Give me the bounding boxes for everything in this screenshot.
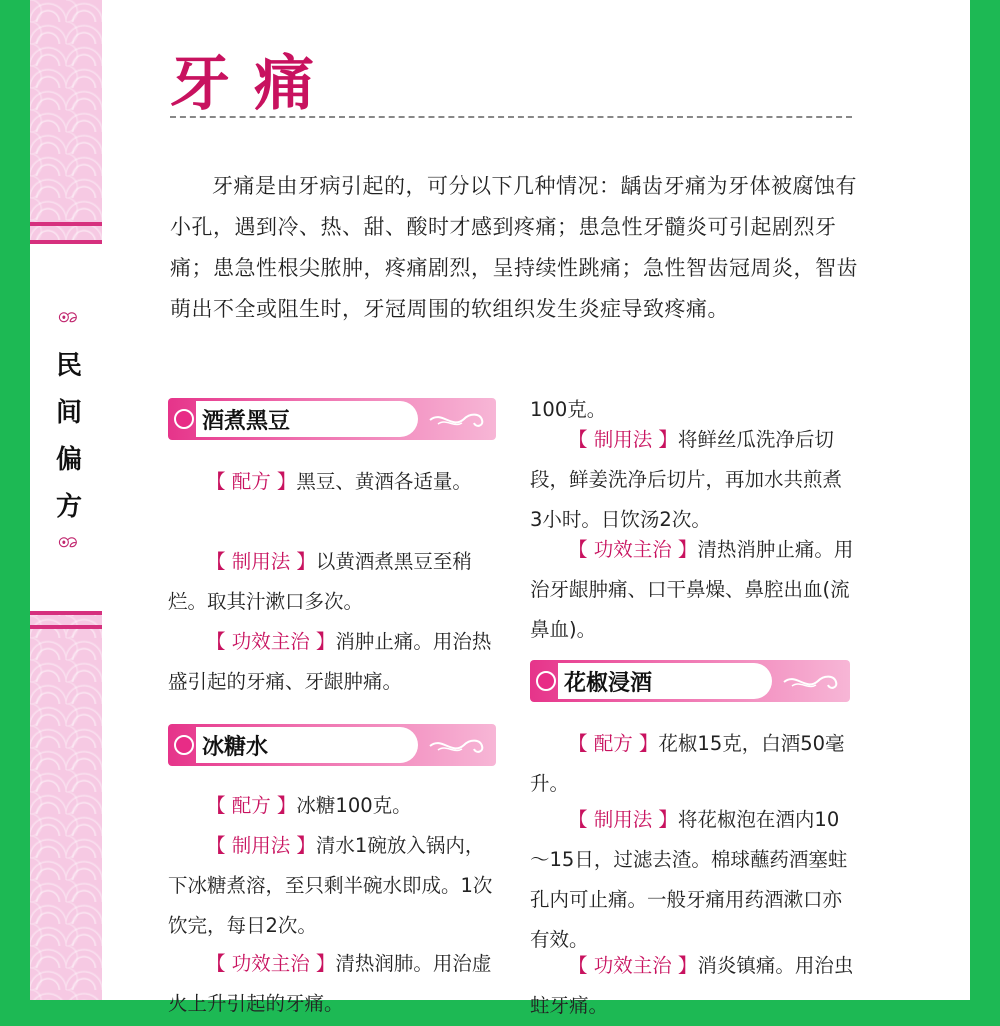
formula-tag: 【 配方 】 bbox=[206, 470, 297, 493]
remedy-heading bbox=[168, 724, 496, 766]
remedy-heading bbox=[530, 660, 850, 702]
heading-pill bbox=[196, 401, 418, 437]
method-tag: 【 制用法 】 bbox=[568, 808, 678, 831]
effect-text: 清热消肿止痛。用治牙龈肿痛、口干鼻燥、鼻腔出血(流鼻血)。 bbox=[530, 538, 854, 641]
side-label-text: 民间偏方 bbox=[55, 351, 82, 522]
method-paragraph bbox=[530, 420, 854, 540]
remedy-name: 酒煮黑豆 bbox=[202, 409, 291, 434]
swirl-ornament-icon bbox=[428, 404, 490, 434]
swirl-ornament-icon bbox=[782, 666, 844, 696]
cloud-ornament-icon: ꩨ bbox=[57, 528, 79, 553]
method-paragraph bbox=[168, 542, 498, 622]
formula-paragraph bbox=[168, 462, 498, 502]
method-tag: 【 制用法 】 bbox=[568, 428, 678, 451]
page-title: 牙痛 bbox=[170, 49, 338, 119]
side-divider-line bbox=[30, 625, 102, 629]
title-divider bbox=[170, 116, 852, 118]
remedy-name: 花椒浸酒 bbox=[564, 671, 653, 696]
formula-tag: 【 配方 】 bbox=[568, 732, 659, 755]
effect-tag: 【 功效主治 】 bbox=[206, 952, 336, 975]
method-text: 将花椒泡在酒内10～15日，过滤去渣。棉球蘸药酒塞蛀孔内可止痛。一般牙痛用药酒漱口亦有效。 bbox=[530, 808, 848, 951]
book-page bbox=[30, 0, 970, 1017]
remedy-heading bbox=[168, 398, 496, 440]
method-text: 清水1碗放入锅内，下冰糖煮溶，至只剩半碗水即成。1次饮完，每日2次。 bbox=[168, 834, 493, 937]
formula-tag: 【 配方 】 bbox=[206, 794, 297, 817]
bullet-dot-icon bbox=[174, 735, 194, 755]
effect-text: 消肿止痛。用治热盛引起的牙痛、牙龈肿痛。 bbox=[168, 630, 492, 693]
method-text: 将鲜丝瓜洗净后切段，鲜姜洗净后切片，再加水共煎煮3小时。日饮汤2次。 bbox=[530, 428, 843, 531]
effect-paragraph bbox=[168, 622, 498, 702]
side-label bbox=[52, 343, 86, 531]
heading-pill bbox=[558, 663, 772, 699]
formula-text: 黑豆、黄酒各适量。 bbox=[296, 470, 472, 493]
formula-text: 冰糖100克。 bbox=[296, 794, 412, 817]
method-text: 以黄酒煮黑豆至稍烂。取其汁漱口多次。 bbox=[168, 550, 472, 613]
effect-paragraph bbox=[168, 944, 498, 1024]
bullet-dot-icon bbox=[536, 671, 556, 691]
effect-text: 消炎镇痛。用治虫蛀牙痛。 bbox=[530, 954, 854, 1017]
side-divider-line bbox=[30, 222, 102, 226]
formula-paragraph bbox=[168, 786, 498, 826]
formula-paragraph bbox=[530, 724, 854, 804]
swirl-ornament-icon bbox=[428, 730, 490, 760]
continued-formula: 100克。 bbox=[530, 398, 607, 421]
effect-tag: 【 功效主治 】 bbox=[568, 538, 698, 561]
heading-pill bbox=[196, 727, 418, 763]
formula-text: 花椒15克，白酒50毫升。 bbox=[530, 732, 845, 795]
effect-text: 清热润肺。用治虚火上升引起的牙痛。 bbox=[168, 952, 492, 1015]
intro-paragraph: 牙痛是由牙病引起的，可分以下几种情况：龋齿牙痛为牙体被腐蚀有小孔，遇到冷、热、甜、酸时才感到疼痛；患急性牙髓炎可引起剧烈牙痛；患急性根尖脓肿，疼痛剧烈，呈持续性跳痛；急性智齿冠周炎，智齿萌出不全或阻生时，牙冠周围的软组织发生炎症导致疼痛。 bbox=[170, 174, 858, 321]
remedy-name: 冰糖水 bbox=[202, 735, 269, 760]
effect-paragraph bbox=[530, 530, 854, 650]
effect-tag: 【 功效主治 】 bbox=[206, 630, 336, 653]
effect-paragraph bbox=[530, 946, 854, 1026]
effect-tag: 【 功效主治 】 bbox=[568, 954, 698, 977]
bullet-dot-icon bbox=[174, 409, 194, 429]
method-tag: 【 制用法 】 bbox=[206, 834, 316, 857]
method-paragraph bbox=[168, 826, 498, 946]
cloud-ornament-icon: ꩨ bbox=[57, 303, 79, 328]
method-paragraph bbox=[530, 800, 854, 960]
method-tag: 【 制用法 】 bbox=[206, 550, 316, 573]
